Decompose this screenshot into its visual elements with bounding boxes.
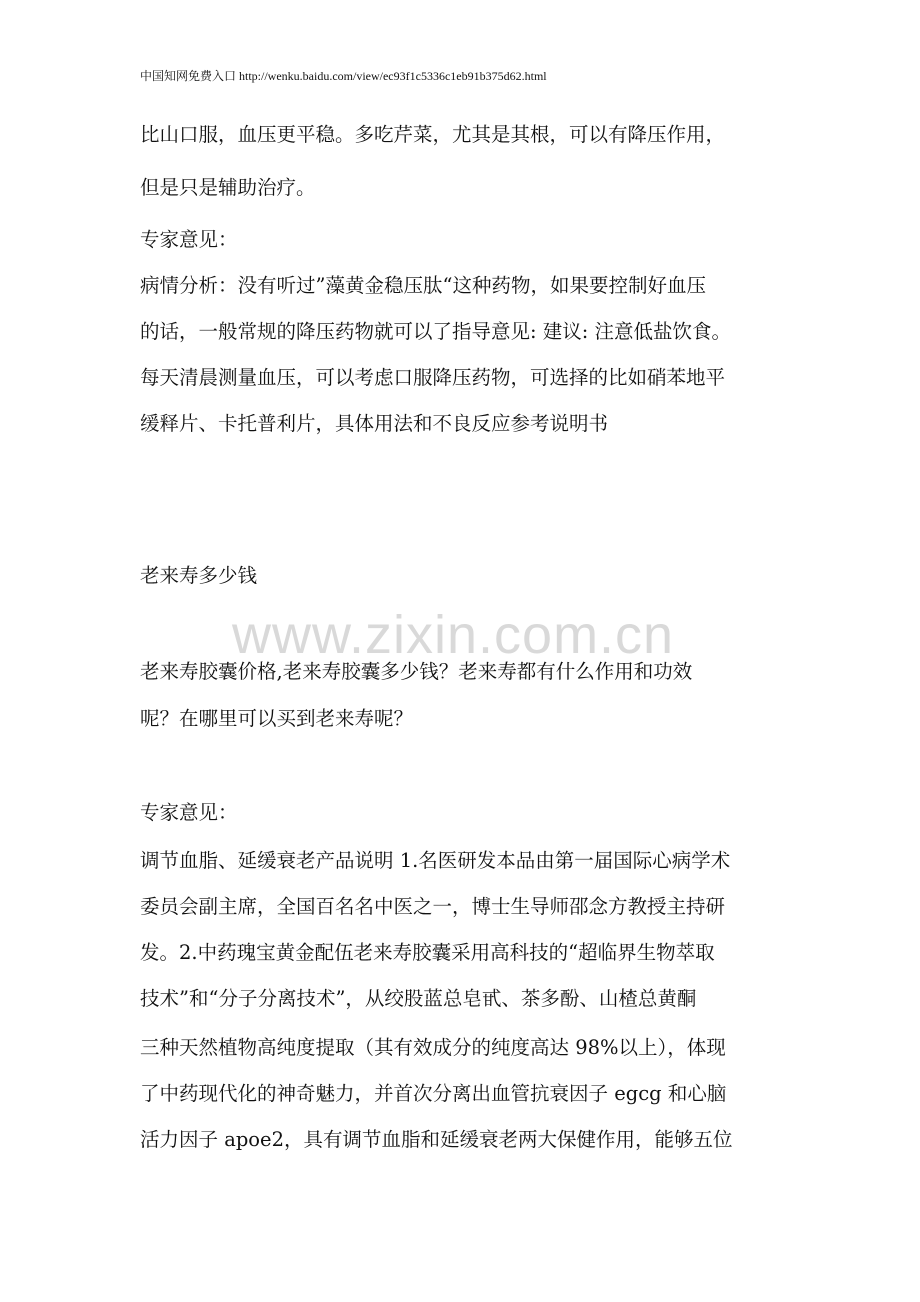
answer-line: 调节血脂、延缓衰老产品说明 1.名医研发本品由第一届国际心病学术 [140,849,731,872]
watermark: www.zixin.com.cn [232,605,675,665]
analysis-line: 每天清晨测量血压，可以考虑口服降压药物，可选择的比如硝苯地平 [140,366,726,389]
analysis-line: 缓释片、卡托普利片，具体用法和不良反应参考说明书 [140,412,609,435]
question-line: 呢？在哪里可以买到老来寿呢？ [140,707,414,730]
question-line: 老来寿胶囊价格,老来寿胶囊多少钱？老来寿都有什么作用和功效 [140,660,693,683]
answer-line: 活力因子 apoe2，具有调节血脂和延缓衰老两大保健作用，能够五位 [140,1128,733,1151]
expert-opinion-label: 专家意见： [140,228,238,251]
analysis-line: 病情分析：没有听过”藻黄金稳压肽“这种药物，如果要控制好血压 [140,274,706,297]
answer-line: 了中药现代化的神奇魅力，并首次分离出血管抗衰因子 egcg 和心脑 [140,1082,727,1105]
answer-line: 三种天然植物高纯度提取（其有效成分的纯度高达 98%以上），体现 [140,1036,726,1059]
body-line: 比山口服，血压更平稳。多吃芹菜，尤其是其根，可以有降压作用， [140,123,726,146]
answer-line: 技术”和“分子分离技术”，从绞股蓝总皂甙、茶多酚、山楂总黄酮 [140,987,697,1010]
analysis-line: 的话，一般常规的降压药物就可以了指导意见: 建议: 注意低盐饮食。 [140,320,732,343]
section-title: 老来寿多少钱 [140,564,258,587]
expert-opinion-label: 专家意见： [140,801,238,824]
answer-line: 委员会副主席，全国百名名中医之一，博士生导师邵念方教授主持研 [140,895,726,918]
body-line: 但是只是辅助治疗。 [140,176,316,199]
answer-line: 发。2.中药瑰宝黄金配伍老来寿胶囊采用高科技的“超临界生物萃取 [140,941,715,964]
page-header-source: 中国知网免费入口 http://wenku.baidu.com/view/ec93f1c5336c1eb91b375d62.html [140,69,547,83]
